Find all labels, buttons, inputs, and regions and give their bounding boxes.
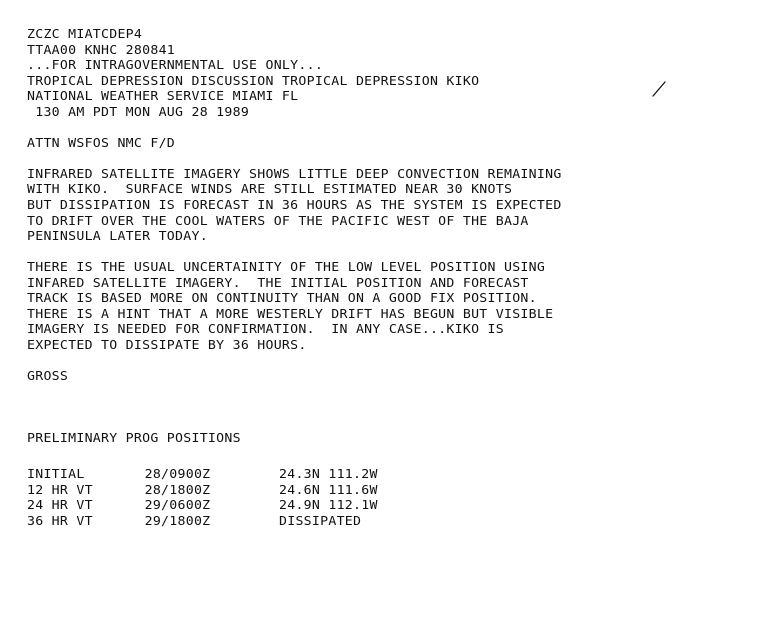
blank-line [27,352,562,368]
forecast-time: 29/0600Z [144,497,211,513]
blank-line [27,415,562,431]
table-row [27,497,378,513]
table-row [27,482,378,498]
bulletin-text [27,26,562,529]
header-line: ...FOR INTRAGOVERNMENTAL USE ONLY... [27,57,324,73]
blank-line [27,384,562,400]
header-line: TROPICAL DEPRESSION DISCUSSION TROPICAL DEPRESSION KIKO [27,72,480,88]
bulletin-header [27,26,562,119]
forecast-label: 12 HR VT [27,481,93,497]
forecast-position: 24.6N 111.6W [279,481,378,497]
discussion-paragraph [27,166,562,244]
forecast-label: 24 HR VT [27,497,93,513]
handwritten-slash-mark [651,80,667,98]
paragraph-line: EXPECTED TO DISSIPATE BY 36 HOURS. [27,336,307,352]
forecast-position: DISSIPATED [279,512,362,528]
forecast-position: 24.9N 112.1W [279,497,378,513]
paragraph-line: PENINSULA LATER TODAY. [27,228,208,244]
forecast-time: 28/1800Z [144,481,211,497]
header-line: 130 AM PDT MON AUG 28 1989 [27,103,250,119]
forecast-time: 28/0900Z [144,466,211,482]
prog-positions-table [27,466,378,528]
positions-title: PRELIMINARY PROG POSITIONS [27,430,241,446]
paragraph-line: THERE IS A HINT THAT A MORE WESTERLY DRIFT HAS BEGUN BUT VISIBLE [27,305,554,321]
blank-line [27,446,562,462]
forecast-position: 24.3N 111.2W [279,466,378,482]
blank-line [27,119,562,135]
forecast-label: 36 HR VT [27,512,93,528]
forecaster-signature: GROSS [27,368,69,384]
paragraph-line: BUT DISSIPATION IS FORECAST IN 36 HOURS AS THE SYSTEM IS EXPECTED [27,197,562,213]
paragraph-line: IMAGERY IS NEEDED FOR CONFIRMATION. IN ANY CASE...KIKO IS [27,321,504,337]
header-line: NATIONAL WEATHER SERVICE MIAMI FL [27,88,299,104]
header-line: ZCZC MIATCDEP4 [27,26,143,41]
paragraph-line: INFRARED SATELLITE IMAGERY SHOWS LITTLE DEEP CONVECTION REMAINING [27,165,562,181]
paragraph-line: WITH KIKO. SURFACE WINDS ARE STILL ESTIMATED NEAR 30 KNOTS [27,181,513,197]
blank-line [27,150,562,166]
table-row [27,466,378,482]
table-row [27,513,378,529]
paragraph-line: TO DRIFT OVER THE COOL WATERS OF THE PACIFIC WEST OF THE BAJA [27,212,529,228]
paragraph-line: THERE IS THE USUAL UNCERTAINITY OF THE LOW LEVEL POSITION USING [27,259,546,275]
forecast-label: INITIAL [27,466,85,482]
blank-line [27,399,562,415]
blank-line [27,244,562,260]
attention-line: ATTN WSFOS NMC F/D [27,134,176,150]
header-line: TTAA00 KNHC 280841 [27,41,176,57]
paragraph-line: TRACK IS BASED MORE ON CONTINUITY THAN ON A GOOD FIX POSITION. [27,290,537,306]
paragraph-line: INFARED SATELLITE IMAGERY. THE INITIAL POSITION AND FORECAST [27,274,529,290]
forecast-time: 29/1800Z [144,512,211,528]
discussion-paragraph [27,259,562,352]
